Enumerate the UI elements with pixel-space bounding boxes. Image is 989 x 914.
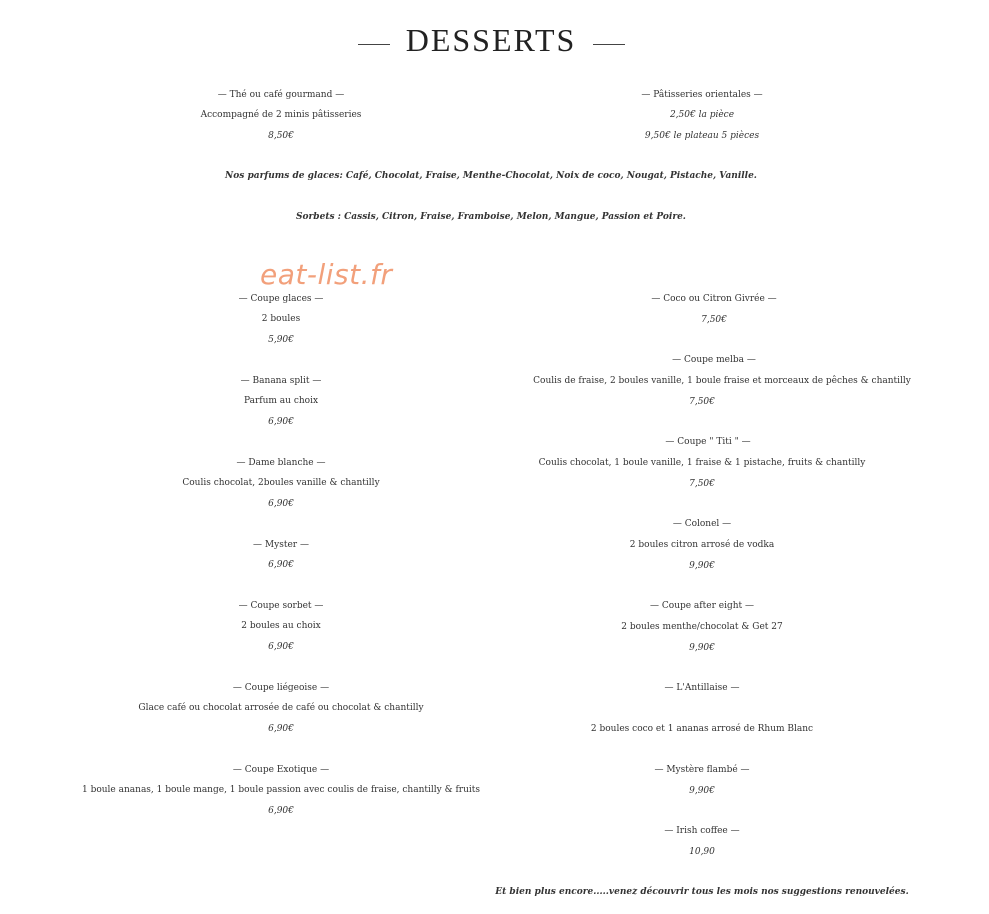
footer-note: Et bien plus encore.....venez découvrir tous les mois nos suggestions renouvelées.	[495, 887, 909, 897]
item-name: — Coupe after eight —	[650, 601, 754, 611]
item-name: — Mystère flambé —	[654, 765, 750, 775]
item-price: 5,90€	[268, 335, 294, 345]
item-price: 9,50€ le plateau 5 pièces	[644, 131, 760, 141]
sorbet-flavors: Sorbets : Cassis, Citron, Fraise, Framboise, Melon, Mangue, Passion et Poire.	[296, 212, 686, 222]
item-price: 6,90€	[268, 417, 294, 427]
item-name: — Coupe melba —	[672, 355, 756, 365]
item-name: — Banana split —	[240, 376, 322, 386]
watermark: eat-list.fr	[260, 258, 393, 291]
item-description: Coulis de fraise, 2 boules vanille, 1 boule fraise et morceaux de pêches & chantilly	[533, 376, 911, 386]
item-description: Coulis chocolat, 2boules vanille & chantilly	[182, 478, 380, 488]
item-price: 6,90€	[268, 806, 294, 816]
item-description: Coulis chocolat, 1 boule vanille, 1 fraise & 1 pistache, fruits & chantilly	[538, 458, 866, 468]
header	[0, 22, 989, 62]
item-name: — Irish coffee —	[664, 826, 740, 836]
item-description: Parfum au choix	[243, 396, 319, 406]
item-description: 2 boules	[261, 314, 301, 324]
item-price: 6,90€	[268, 642, 294, 652]
item-name: — Myster —	[253, 540, 309, 550]
item-description: Glace café ou chocolat arrosée de café ou chocolat & chantilly	[138, 703, 424, 713]
item-price: 6,90€	[268, 560, 294, 570]
item-price: 6,90€	[268, 499, 294, 509]
page-title: DESSERTS	[405, 22, 577, 58]
item-price: 9,90€	[689, 561, 715, 571]
item-description: 2 boules coco et 1 ananas arrosé de Rhum Blanc	[590, 724, 814, 734]
item-price: 9,90€	[689, 643, 715, 653]
item-description: 2 boules menthe/chocolat & Get 27	[621, 622, 783, 632]
item-price: 2,50€ la pièce	[669, 110, 735, 120]
item-description: Accompagné de 2 minis pâtisseries	[200, 110, 362, 120]
item-name: — Coupe " Titi " —	[665, 437, 751, 447]
item-price: 6,90€	[268, 724, 294, 734]
item-name: — Coupe sorbet —	[238, 601, 324, 611]
item-name: — Thé ou café gourmand —	[217, 90, 345, 100]
item-description: 1 boule ananas, 1 boule mange, 1 boule passion avec coulis de fraise, chantilly & fruits	[81, 785, 481, 795]
item-name: — Coupe glaces —	[238, 294, 324, 304]
title-right-rule	[593, 44, 625, 45]
item-price: 9,90€	[689, 786, 715, 796]
ice-cream-flavors: Nos parfums de glaces: Café, Chocolat, Fraise, Menthe-Chocolat, Noix de coco, Nougat, Pistache, Vanille.	[225, 171, 757, 181]
item-name: — Colonel —	[672, 519, 732, 529]
item-name: — Dame blanche —	[236, 458, 326, 468]
item-name: — Coupe liégeoise —	[232, 683, 330, 693]
item-name: — Coupe Exotique —	[232, 765, 330, 775]
item-price: 10,90	[689, 847, 715, 857]
item-description: 2 boules au choix	[241, 621, 321, 631]
item-price: 8,50€	[268, 131, 294, 141]
item-description: 2 boules citron arrosé de vodka	[629, 540, 775, 550]
item-price: 7,50€	[689, 397, 715, 407]
item-name: — L'Antillaise —	[664, 683, 740, 693]
item-price: 7,50€	[689, 479, 715, 489]
item-name: — Pâtisseries orientales —	[641, 90, 763, 100]
item-price: 7,50€	[701, 315, 727, 325]
item-name: — Coco ou Citron Givrée —	[651, 294, 777, 304]
